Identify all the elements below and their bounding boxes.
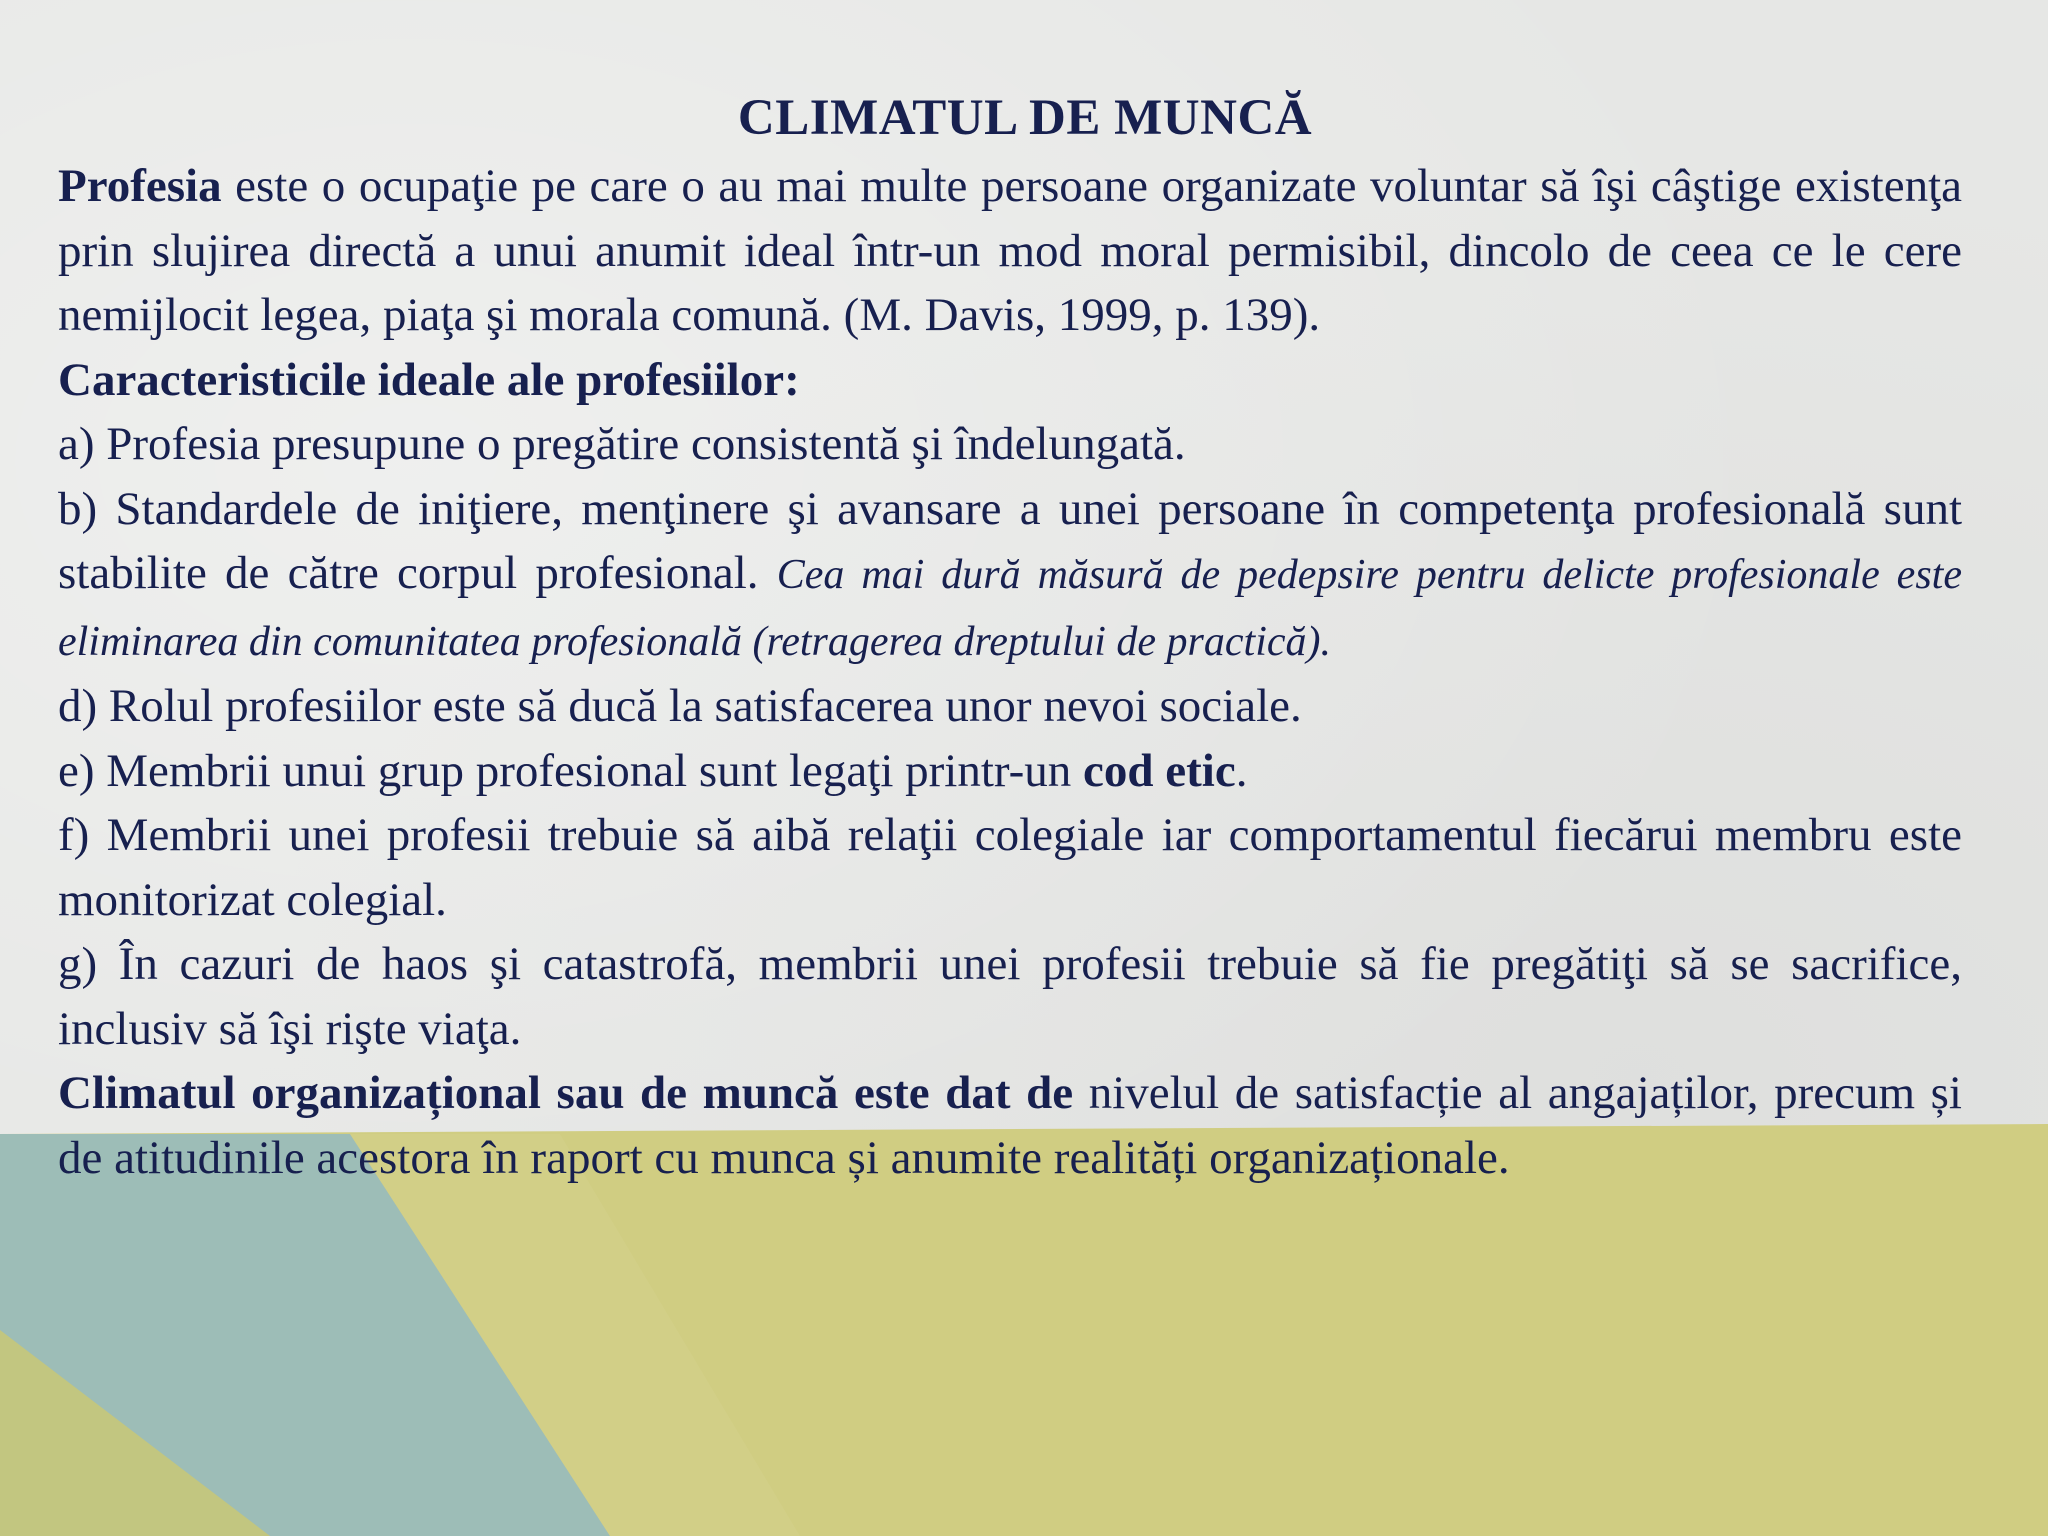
climate-bold: Climatul organizațional sau de muncă este dat de xyxy=(58,1067,1074,1119)
item-b-text: b) Standardele de iniţiere, menţinere şi avansare a unei persoane în competenţa profesională sunt stabilite de către corpul profesional. xyxy=(58,482,1962,599)
item-a: a) Profesia presupune o pregătire consistentă şi îndelungată. xyxy=(58,418,1186,470)
item-f: f) Membrii unei profesii trebuie să aibă relaţii colegiale iar comportamentul fiecărui membru este monitorizat colegial. xyxy=(58,809,1962,926)
slide-content xyxy=(58,84,1962,1190)
climate-definition xyxy=(58,1061,1962,1190)
item-e-bold: cod etic xyxy=(1083,744,1236,797)
item-e xyxy=(58,739,1962,804)
item-e-suffix: . xyxy=(1235,744,1248,797)
item-d: d) Rolul profesiilor este să ducă la satisfacerea unor nevoi sociale. xyxy=(58,680,1302,732)
characteristics-heading: Caracteristicile ideale ale profesiilor: xyxy=(58,353,800,406)
climate-text: nivelul de satisfacție al angajaților, precum și de atitudinile acestora în raport cu munca și anumite realități organizaționale. xyxy=(58,1067,1962,1184)
item-b xyxy=(58,477,1962,675)
profession-definition xyxy=(58,154,1962,348)
item-b-italic: Cea mai dură măsură de pedepsire pentru delicte profesionale este eliminarea din comunitatea profesională (retragerea dreptului de practică). xyxy=(58,552,1962,665)
slide-title: CLIMATUL DE MUNCĂ xyxy=(737,90,1313,146)
item-g: g) În cazuri de haos şi catastrofă, membrii unei profesii trebuie să fie pregătiţi să se sacrifice, inclusiv să îşi rişte viaţa. xyxy=(58,938,1962,1055)
item-e-prefix: e) Membrii unui grup profesional sunt legaţi printr-un xyxy=(58,744,1084,797)
definition-term: Profesia xyxy=(58,160,222,212)
definition-text: este o ocupaţie pe care o au mai multe persoane organizate voluntar să îşi câştige existenţa prin slujirea directă a unui anumit ideal într-un mod moral permisibil, dincolo de ceea ce le cere nemijlocit legea, piaţa şi morala comună. (M. Davis, 1999, p. 139). xyxy=(58,160,1962,341)
